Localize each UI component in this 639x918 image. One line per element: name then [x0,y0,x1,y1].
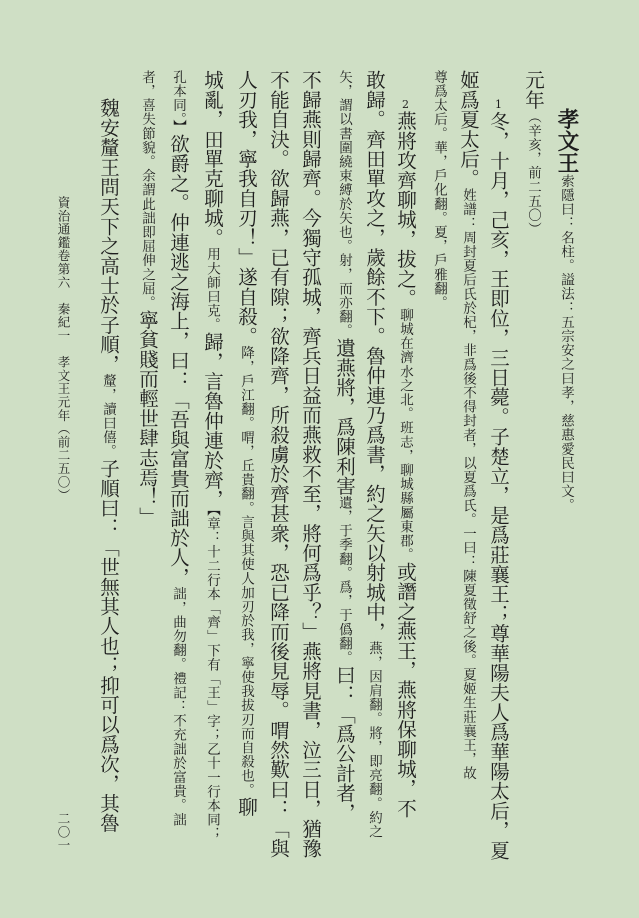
text-column-4 [392,98,418,868]
text-column-10 [199,70,225,870]
text-run: 子順曰：「世無其人也；抑可以爲次，其魯 [97,458,120,833]
text-column-3 [431,70,447,370]
text-column-5 [361,70,387,870]
chapter-title-note: 索隱曰：名柱。謚法：五宗安之曰孝，慈惠愛民曰文。 [558,174,574,513]
collation-note: 孔本同。】 [170,70,186,134]
text-run: 遺燕將，爲陳利害 [333,337,356,496]
text-run: 燕將攻齊聊城，拔之。 [394,111,417,308]
text-column-6 [331,70,357,870]
text-run: 或譖之燕王，燕將保聊城，不 [394,561,417,818]
text-column-9 [233,70,259,870]
annotation: 矢，謂以書圍繞束縛於矢也。射，而亦翻。 [336,70,352,338]
item-number: 2 [399,98,412,111]
chapter-heading-column [552,108,580,608]
year-note: （辛亥，前二五〇） [525,109,541,237]
text-column-12 [134,70,160,870]
footer-text: 資治通鑑卷第六 秦紀一 孝文王元年（前二五〇） [56,196,71,502]
text-run: 曰：「爲公計者， [333,664,356,823]
collation-note: 【章：十二行本「齊」下有「王」字；乙十一行本同； [204,509,220,841]
annotation: 遺，于季翻。爲，于僞翻。 [336,495,352,665]
text-column-11 [165,70,191,870]
text-run: 聊 [235,797,258,817]
text-column-8 [265,70,291,870]
text-column-1 [485,98,511,868]
text-run: 人刃我，寧我自刃！」遂自殺。 [235,70,258,346]
text-run: 歸，言魯仲連於齊， [201,331,224,510]
year-heading: 元年 [522,70,545,110]
text-column-2 [455,70,481,870]
annotation: 聊城在濟水之北。班志，聊城縣屬東郡。 [397,308,413,562]
annotation: 釐，讀曰僖。 [100,373,116,459]
chapter-title: 孝文王 [554,108,579,174]
page-number-text: 二〇一 [56,812,71,852]
annotation: 詘，曲勿翻。禮記：不充詘於富貴。詘 [170,586,186,827]
text-run: 不能自決。欲歸燕，已有隙；欲降齊，所殺虜於齊甚衆，恐已降而後見辱。喟然歎曰：「與 [267,70,290,858]
page-number [56,812,71,872]
text-run: 欲爵之。仲連逃之海上，曰：「吾與富貴而詘於人， [167,133,190,587]
text-column-13 [95,98,121,868]
annotation: 尊爲太后。華，戶化翻。夏，戶雅翻。 [431,70,447,310]
text-run: 不歸燕則歸齊。今獨守孤城，齊兵日益而燕救不至，將何爲乎？」燕將見書，泣三日，猶豫 [299,70,322,858]
text-run: 冬，十月，己亥，王即位，三日薨。子楚立，是爲莊襄王；尊華陽夫人爲華陽太后，夏 [487,111,510,860]
annotation: 者，喜失節貌。余謂此詘即屈伸之屈。 [139,70,155,310]
text-run: 城亂，田單克聊城。 [201,70,224,248]
annotation: 姓譜：周封夏后氏於杞，非爲後不得封者，以夏爲氏。一曰：陳夏徵舒之後。夏姬生莊襄王，故 [460,188,476,781]
text-run: 魏安釐王問天下之高士於子順， [97,98,120,374]
annotation: 用大師曰克。 [204,247,220,332]
item-number: 1 [492,98,505,112]
annotation: 燕，因肩翻。將，即亮翻。約之 [366,641,382,839]
text-column-7 [297,70,323,870]
running-footer [56,196,71,676]
year-heading-column [520,70,546,270]
text-run: 寧貧賤而輕世肆志焉！」 [136,309,159,527]
text-run: 敢歸。齊田單攻之，歲餘不下。魯仲連乃爲書，約之矢以射城中， [363,70,386,642]
text-run: 姬爲夏太后。 [457,70,480,189]
annotation: 降，戶江翻。喟，丘貴翻。言與其使人加刃於我，寧使我拔刃而自殺也。 [238,345,254,798]
